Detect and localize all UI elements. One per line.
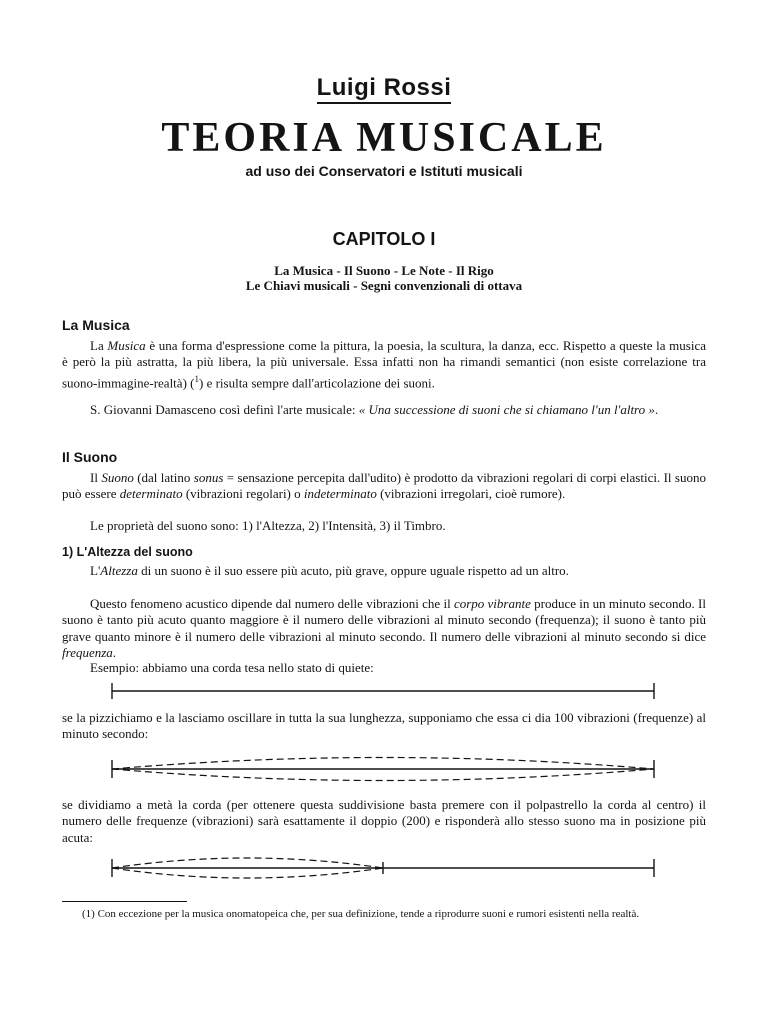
book-subtitle: ad uso dei Conservatori e Istituti musicali	[245, 163, 523, 179]
footnote	[62, 907, 706, 922]
heading-il-suono: Il Suono	[62, 449, 118, 465]
author-name: Luigi Rossi	[0, 74, 768, 102]
chapter-topics-line-2: Le Chiavi musicali - Segni convenzionali di ottava	[245, 278, 523, 293]
figure-string-full-vibration	[0, 752, 768, 786]
chapter-topics	[0, 263, 768, 293]
paragraph-full-vibration: se la pizzichiamo e la lasciamo oscillare in tutta la sua lunghezza, supponiamo che essa ci dia 100 vibrazioni (frequenze) al minuto secondo:	[62, 710, 706, 742]
chapter-topics-line-1: La Musica - Il Suono - Le Note - Il Rigo	[274, 263, 494, 278]
paragraph-example-intro: Esempio: abbiamo una corda tesa nello stato di quiete:	[90, 660, 374, 675]
figure-string-at-rest	[0, 680, 768, 702]
heading-la-musica: La Musica	[62, 317, 130, 333]
paragraph-suono-properties: Le proprietà del suono sono: 1) l'Altezza, 2) l'Intensità, 3) il Timbro.	[90, 518, 446, 533]
vibration-arc-lower	[112, 769, 654, 781]
paragraph-musica-definition: La Musica è una forma d'espressione come la pittura, la poesia, la scultura, la danza, ecc. Rispetto a queste la musica è però la più astratta, la più libera, la più universale. Essa infatti non ha rimandi semantici (non esiste correlazione tra suono-immagine-realtà) ($^1$) e risulta sempre dall'articolazione dei suoni.	[62, 338, 706, 391]
chapter-title: CAPITOLO I	[332, 229, 436, 249]
footnote-divider	[62, 901, 187, 902]
heading-altezza: 1) L'Altezza del suono	[62, 545, 193, 559]
paragraph-suono-definition: Il Suono (dal latino sonus = sensazione percepita dall'udito) è prodotto da vibrazioni regolari di corpi elastici. Il suono può essere determinato (vibrazioni regolari) o indeterminato (vibrazioni irregolari, cioè rumore).	[62, 470, 706, 502]
paragraph-damasceno-quote: S. Giovanni Damasceno così definì l'arte musicale: « Una successione di suoni che si chiamano l'un l'altro ».	[90, 402, 659, 417]
footnote-marker: (1)	[82, 908, 95, 920]
paragraph-altezza-definition: L'Altezza di un suono è il suo essere più acuto, più grave, oppure uguale rispetto ad un altro.	[90, 563, 569, 578]
figure-string-half-vibration	[0, 852, 768, 884]
book-title: TEORIA MUSICALE	[161, 115, 607, 161]
vibration-arc-lower	[112, 868, 383, 878]
vibration-arc-upper	[112, 758, 654, 770]
paragraph-half-string: se dividiamo a metà la corda (per ottenere questa suddivisione basta premere con il polpastrello la corda al centro) il numero delle frequenze (vibrazioni) sarà esattamente il doppio (200) e risponderà allo stesso suono ma in posizione più acuta:	[62, 797, 706, 845]
paragraph-altezza-frequency: Questo fenomeno acustico dipende dal numero delle vibrazioni che il corpo vibrante produce in un minuto secondo. Il suono è tanto più acuto quanto maggiore è il numero delle vibrazioni al minuto secondo (frequenza); il suono è tanto più grave quanto minore è il numero delle vibrazioni al minuto secondo. Il numero delle vibrazioni al minuto secondo si dice frequenza.	[62, 596, 706, 661]
footnote-text: Con eccezione per la musica onomatopeica che, per sua definizione, tende a riprodurre suoni e rumori esistenti nella realtà.	[94, 908, 640, 920]
vibration-arc-upper	[112, 858, 383, 868]
